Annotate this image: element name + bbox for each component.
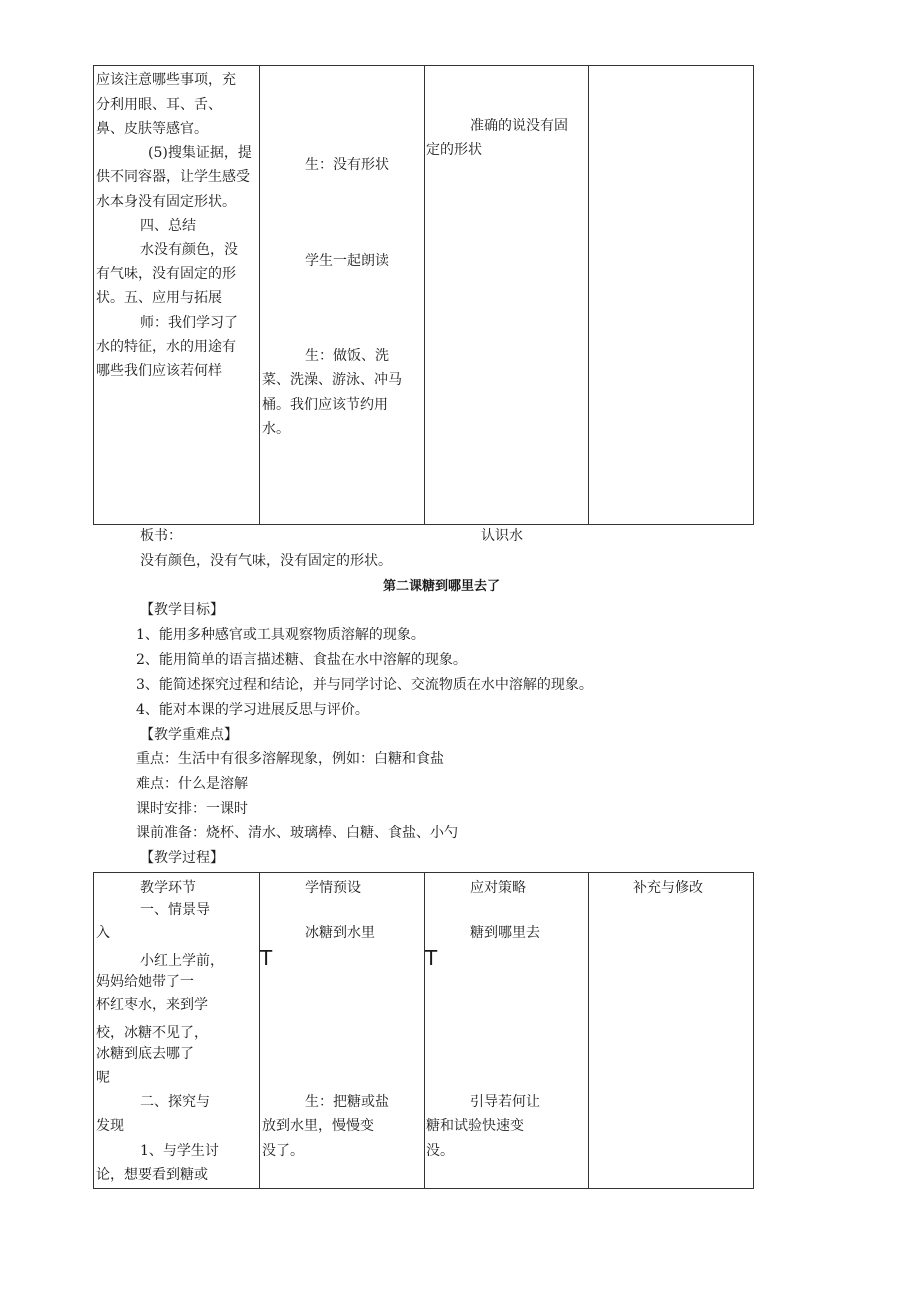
table-header: 学情预设 bbox=[305, 880, 361, 896]
table-cell-text: 二、探究与 bbox=[140, 1094, 210, 1110]
board-title: 认识水 bbox=[481, 528, 523, 544]
table-cell-text: 有气味，没有固定的形 bbox=[96, 266, 236, 282]
process-heading: 【教学过程】 bbox=[140, 850, 224, 866]
table-cell-text: 没。 bbox=[426, 1143, 454, 1159]
table-cell-text: 妈妈给她带了一 bbox=[96, 974, 194, 990]
key-point: 重点：生活中有很多溶解现象，例如：白糖和食盐 bbox=[136, 751, 444, 767]
table-cell-text: 小红上学前， bbox=[140, 953, 224, 969]
table-cell-text: 水。 bbox=[262, 421, 290, 437]
column-divider bbox=[588, 66, 589, 524]
goal-item: 2、能用简单的语言描述糖、食盐在水中溶解的现象。 bbox=[136, 652, 467, 668]
column-divider bbox=[588, 873, 589, 1188]
board-content: 没有颜色，没有气味，没有固定的形状。 bbox=[140, 553, 392, 569]
table-cell-text: 供不同容器，让学生感受 bbox=[96, 169, 250, 185]
text-cursor-glyph: T bbox=[260, 946, 273, 970]
table-cell-text: 呢 bbox=[96, 1070, 110, 1086]
table-cell-text: 桶。我们应该节约用 bbox=[262, 397, 388, 413]
table-cell-text: 糖和试验快速变 bbox=[426, 1118, 524, 1134]
table-cell-text: (5)搜集证据，提 bbox=[148, 145, 252, 161]
goal-item: 1、能用多种感官或工具观察物质溶解的现象。 bbox=[136, 627, 425, 643]
table-cell-text: 生：做饭、洗 bbox=[305, 348, 389, 364]
table-cell-text: 哪些我们应该若何样 bbox=[96, 363, 222, 379]
table-cell-text: 生：没有形状 bbox=[305, 157, 389, 173]
table-cell-text: 菜、洗澡、游泳、冲马 bbox=[262, 372, 402, 388]
table-cell-text: 师：我们学习了 bbox=[140, 315, 238, 331]
goals-heading: 【教学目标】 bbox=[140, 602, 224, 618]
table-cell-text: 放到水里，慢慢变 bbox=[262, 1118, 374, 1134]
column-divider bbox=[424, 873, 425, 1188]
table-cell-text: 入 bbox=[96, 925, 110, 941]
table-cell-text: 准确的说没有固 bbox=[470, 118, 568, 134]
table-cell-text: 水的特征，水的用途有 bbox=[96, 339, 236, 355]
table-cell-text: 冰糖到水里 bbox=[305, 925, 375, 941]
table-cell-text: 鼻、皮肤等感官。 bbox=[96, 121, 208, 137]
schedule: 课时安排：一课时 bbox=[136, 801, 248, 817]
preparation: 课前准备：烧杯、清水、玻璃棒、白糖、食盐、小勺 bbox=[136, 825, 458, 841]
goal-item: 3、能简述探究过程和结论，并与同学讨论、交流物质在水中溶解的现象。 bbox=[136, 677, 593, 693]
lesson-title: 第二课糖到哪里去了 bbox=[383, 579, 501, 594]
table-header: 教学环节 bbox=[140, 880, 196, 896]
table-cell-text: 没了。 bbox=[262, 1143, 304, 1159]
table-header: 补充与修改 bbox=[633, 880, 703, 896]
table-cell-text: 论，想要看到糖或 bbox=[96, 1167, 208, 1183]
key-heading: 【教学重难点】 bbox=[140, 727, 238, 743]
table-cell-text: 一、情景导 bbox=[140, 902, 210, 918]
table-cell-text: 1、与学生讨 bbox=[140, 1143, 219, 1159]
table-cell-text: 生：把糖或盐 bbox=[305, 1094, 389, 1110]
table-cell-text: 状。五、应用与拓展 bbox=[96, 290, 222, 306]
difficulty: 难点：什么是溶解 bbox=[136, 776, 248, 792]
column-divider bbox=[424, 66, 425, 524]
table-cell-text: 水本身没有固定形状。 bbox=[96, 194, 236, 210]
table-cell-text: 校，冰糖不见了， bbox=[96, 1025, 208, 1041]
table-cell-text: 水没有颜色，没 bbox=[140, 242, 238, 258]
table-cell-text: 学生一起朗读 bbox=[305, 253, 389, 269]
column-divider bbox=[259, 66, 260, 524]
board-label: 板书： bbox=[140, 528, 182, 544]
goal-item: 4、能对本课的学习进展反思与评价。 bbox=[136, 702, 369, 718]
table-cell-text: 四、总结 bbox=[140, 218, 196, 234]
table-cell-text: 应该注意哪些事项，充 bbox=[96, 72, 236, 88]
table-cell-text: 糖到哪里去 bbox=[470, 925, 540, 941]
text-cursor-glyph: T bbox=[425, 946, 438, 970]
table-cell-text: 分利用眼、耳、舌、 bbox=[96, 97, 222, 113]
table-cell-text: 冰糖到底去哪了 bbox=[96, 1046, 194, 1062]
table-cell-text: 引导若何让 bbox=[470, 1094, 540, 1110]
table-cell-text: 杯红枣水，来到学 bbox=[96, 997, 208, 1013]
table-cell-text: 定的形状 bbox=[426, 142, 482, 158]
table-cell-text: 发现 bbox=[96, 1118, 124, 1134]
column-divider bbox=[259, 873, 260, 1188]
table-header: 应对策略 bbox=[470, 880, 526, 896]
